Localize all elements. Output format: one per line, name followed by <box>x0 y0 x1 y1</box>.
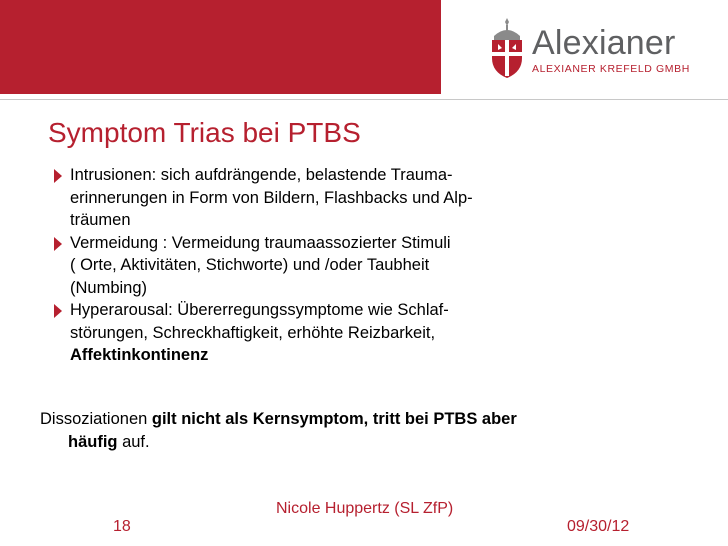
triangle-bullet-icon <box>54 304 62 318</box>
note-text-bold: häufig <box>68 433 118 451</box>
bullet-vermeidung <box>52 232 612 300</box>
bullet-line: Intrusionen: sich aufdrängende, belastende Trauma- <box>70 166 453 184</box>
footer-date: 09/30/12 <box>567 518 630 535</box>
alexianer-crest-icon <box>488 18 526 80</box>
bullet-line: träumen <box>70 211 131 229</box>
note-text: auf. <box>117 433 150 451</box>
bullet-line-bold: Affektinkontinenz <box>70 346 209 364</box>
footer-author: Nicole Huppertz (SL ZfP) <box>276 500 454 517</box>
bullet-intrusionen <box>52 164 612 232</box>
dissoziation-note <box>40 408 680 454</box>
header-divider <box>0 99 728 100</box>
bullet-line: (Numbing) <box>70 278 148 297</box>
alexianer-logo <box>488 12 698 84</box>
bullet-line: störungen, Schreckhaftigkeit, erhöhte Reizbarkeit, <box>70 323 436 342</box>
logo-name: Alexianer <box>532 24 676 62</box>
bullet-line: Vermeidung : Vermeidung traumaassozierter Stimuli <box>70 233 451 252</box>
note-text: Dissoziationen <box>40 410 152 428</box>
logo-subtitle: ALEXIANER KREFELD GMBH <box>532 63 690 75</box>
bullet-line: ( Orte, Aktivitäten, Stichworte) und /oder Taubheit <box>70 256 430 274</box>
bullet-line: erinnerungen in Form von Bildern, Flashbacks und Alp- <box>70 188 473 207</box>
note-line-1 <box>40 408 680 431</box>
note-line-2 <box>40 431 680 454</box>
triangle-bullet-icon <box>54 169 62 183</box>
bullet-hyperarousal <box>52 299 612 367</box>
bullet-list <box>52 164 612 367</box>
footer-page-number: 18 <box>113 518 131 535</box>
note-text-bold: gilt nicht als Kernsymptom, tritt bei PTBS aber <box>151 410 517 428</box>
bullet-line: Hyperarousal: Übererregungssymptome wie Schlaf- <box>70 301 449 319</box>
slide-title: Symptom Trias bei PTBS <box>48 117 361 148</box>
header-band <box>0 0 441 94</box>
triangle-bullet-icon <box>54 237 62 251</box>
